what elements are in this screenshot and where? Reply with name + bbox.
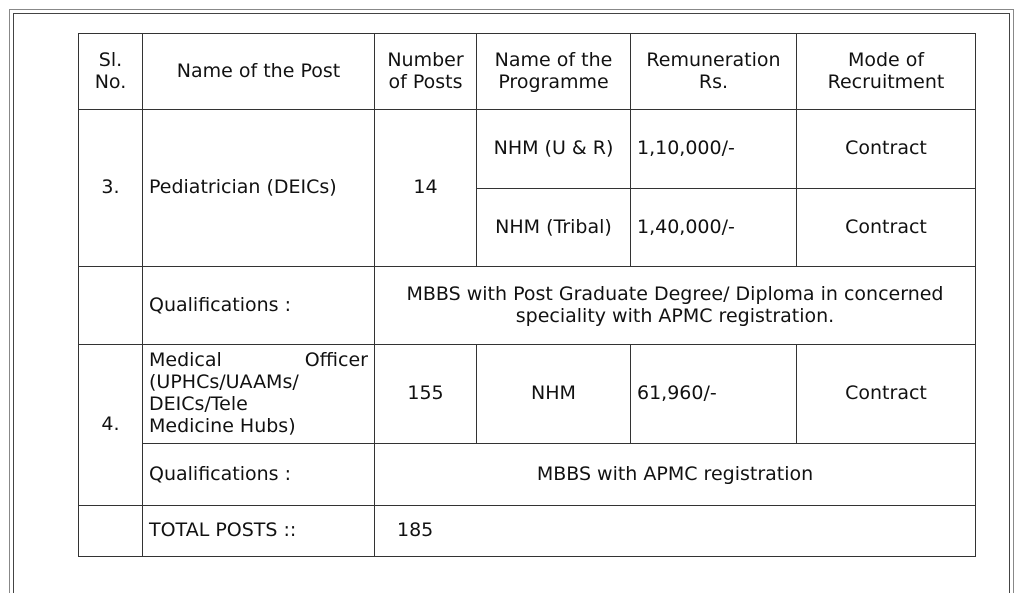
row3-post-name: Pediatrician (DEICs) [143, 110, 375, 267]
table-row [79, 444, 976, 506]
row3-programme-2: NHM (Tribal) [477, 189, 631, 267]
row4-post-word1: Medical [149, 349, 222, 372]
row4-qual-label: Qualifications : [143, 444, 375, 506]
row4-sl: 4. [79, 345, 143, 506]
header-programme: Name of the Programme [477, 34, 631, 110]
row3-sl: 3. [79, 110, 143, 267]
row3-remuneration-2: 1,40,000/- [631, 189, 797, 267]
header-num-posts: Number of Posts [375, 34, 477, 110]
header-remuneration: Remuneration Rs. [631, 34, 797, 110]
row3-remuneration-1: 1,10,000/- [631, 110, 797, 189]
row3-num-posts: 14 [375, 110, 477, 267]
row4-post-line3: DEICs/Tele [149, 393, 248, 415]
table-row [79, 267, 976, 345]
row4-post-line4: Medicine Hubs) [149, 414, 296, 437]
row3-mode-1: Contract [797, 110, 976, 189]
header-mode: Mode of Recruitment [797, 34, 976, 110]
row4-post-line1 [149, 350, 368, 372]
row4-remuneration: 61,960/- [631, 345, 797, 444]
table-row [79, 345, 976, 444]
posts-table [78, 33, 976, 557]
total-value: 185 [375, 506, 976, 557]
row3-qual-label: Qualifications : [143, 267, 375, 345]
row3-qual-sl [79, 267, 143, 345]
row3-programme-1: NHM (U & R) [477, 110, 631, 189]
table-row [79, 110, 976, 189]
row4-num-posts: 155 [375, 345, 477, 444]
total-sl [79, 506, 143, 557]
row4-post-name [143, 345, 375, 444]
row4-mode: Contract [797, 345, 976, 444]
header-row [79, 34, 976, 110]
total-label: TOTAL POSTS :: [143, 506, 375, 557]
row3-qual-value: MBBS with Post Graduate Degree/ Diploma in concerned speciality with APMC registration. [375, 267, 976, 345]
row4-programme: NHM [477, 345, 631, 444]
total-row [79, 506, 976, 557]
row4-post-line2: (UPHCs/UAAMs/ [149, 371, 299, 394]
row3-mode-2: Contract [797, 189, 976, 267]
header-post-name: Name of the Post [143, 34, 375, 110]
header-sl-no: Sl. No. [79, 34, 143, 110]
row4-qual-value: MBBS with APMC registration [375, 444, 976, 506]
row4-post-word2: Officer [304, 349, 368, 372]
